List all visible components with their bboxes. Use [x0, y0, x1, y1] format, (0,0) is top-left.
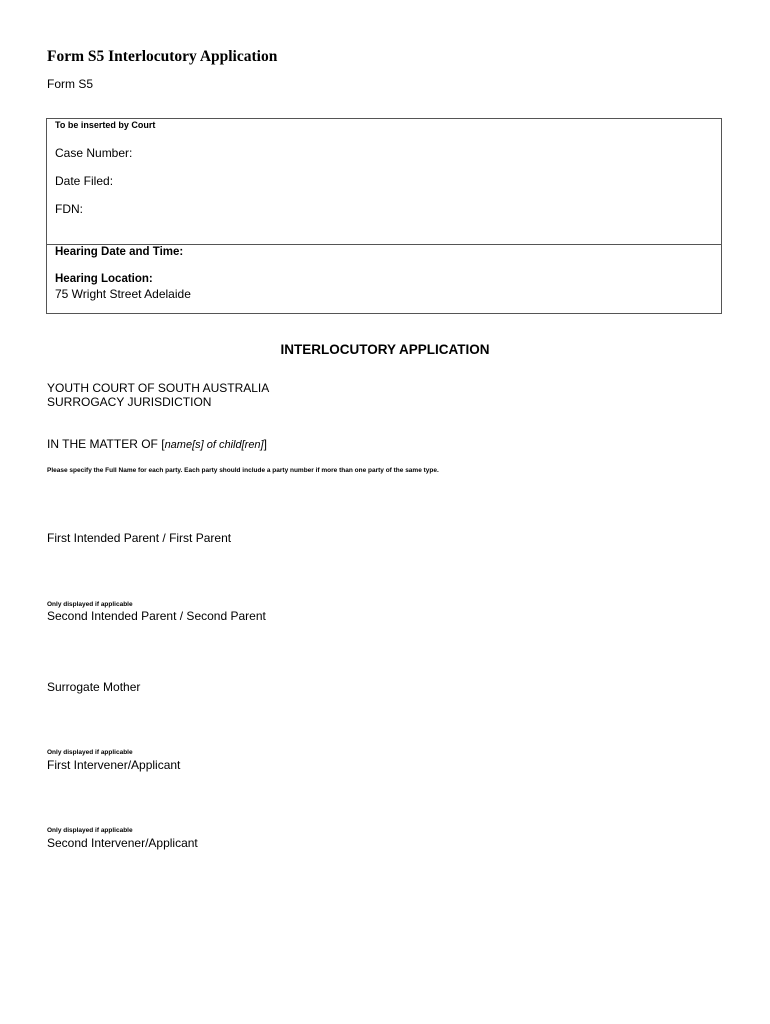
court-box-heading: To be inserted by Court	[55, 120, 156, 130]
second-intervener-note: Only displayed if applicable	[47, 827, 133, 834]
case-number-label: Case Number:	[55, 146, 133, 160]
box-divider	[47, 244, 721, 245]
surrogate-label: Surrogate Mother	[47, 680, 141, 694]
matter-suffix: ]	[263, 437, 267, 451]
first-intervener-label: First Intervener/Applicant	[47, 758, 181, 772]
form-id: Form S5	[47, 77, 94, 91]
court-name: YOUTH COURT OF SOUTH AUSTRALIA	[47, 381, 270, 395]
matter-prefix: IN THE MATTER OF [	[47, 437, 165, 451]
page-title: Form S5 Interlocutory Application	[47, 48, 278, 65]
application-heading: INTERLOCUTORY APPLICATION	[280, 342, 490, 357]
matter-placeholder: name[s] of child[ren]	[164, 439, 264, 451]
hearing-datetime-label: Hearing Date and Time:	[55, 246, 184, 258]
matter-line	[47, 437, 267, 452]
second-parent-note: Only displayed if applicable	[47, 601, 133, 608]
first-parent-label: First Intended Parent / First Parent	[47, 531, 232, 545]
first-intervener-note: Only displayed if applicable	[47, 749, 133, 756]
fdn-label: FDN:	[55, 202, 83, 216]
date-filed-label: Date Filed:	[55, 174, 114, 188]
party-instruction: Please specify the Full Name for each party. Each party should include a party number if more than one party of the same type.	[47, 467, 439, 474]
court-use-box	[46, 118, 722, 314]
jurisdiction: SURROGACY JURISDICTION	[47, 395, 212, 409]
hearing-location-value: 75 Wright Street Adelaide	[55, 287, 191, 301]
hearing-location-label: Hearing Location:	[55, 273, 153, 285]
second-parent-label: Second Intended Parent / Second Parent	[47, 609, 266, 623]
second-intervener-label: Second Intervener/Applicant	[47, 836, 198, 850]
